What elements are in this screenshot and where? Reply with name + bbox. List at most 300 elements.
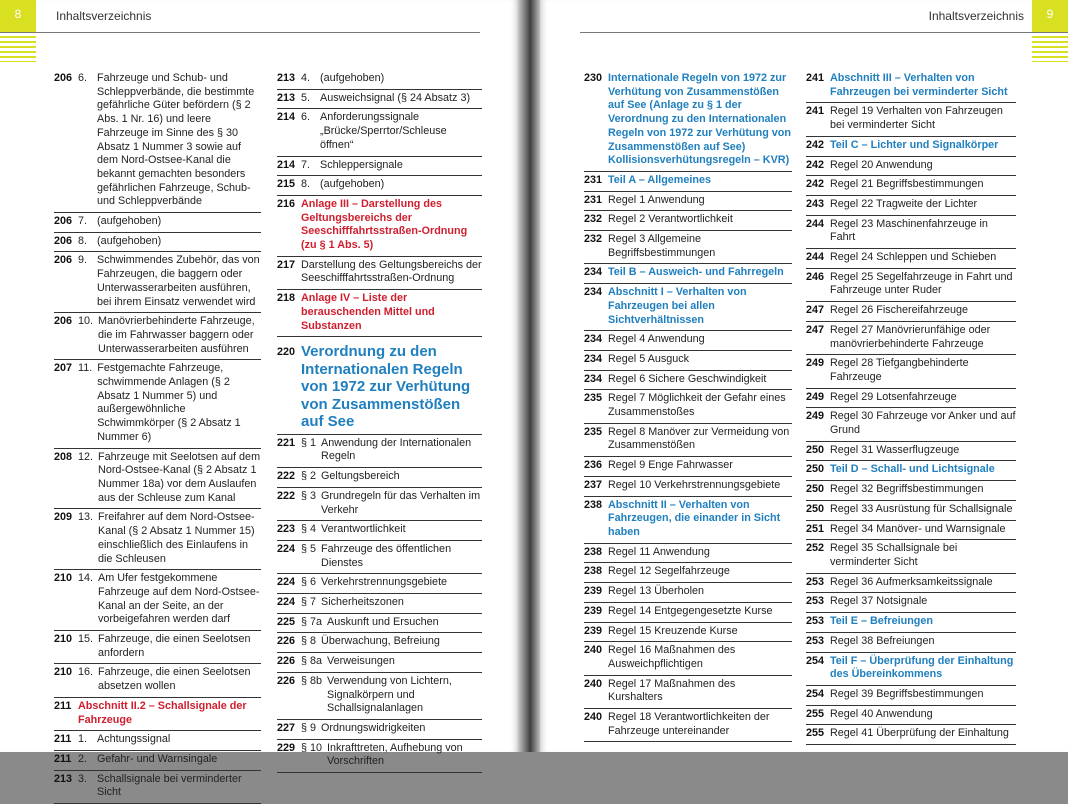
toc-entry (806, 574, 1016, 594)
toc-entry-text: (aufgehoben) (320, 72, 385, 84)
toc-page-number: 211 (54, 733, 72, 746)
toc-entry (277, 257, 482, 290)
toc-entry-text: Abschnitt II – Verhalten von Fahrzeugen, die einander in Sicht haben (608, 498, 781, 538)
toc-entry (806, 176, 1016, 196)
toc-page-number: 250 (806, 502, 825, 515)
toc-entry-label: 14. (78, 572, 94, 585)
toc-page-number: 225 (277, 615, 296, 628)
toc-entry-label: § 6 (301, 576, 317, 589)
toc-entry-text: Regel 18 Verantwortlichkeiten der Fahrzeuge untereinander (608, 711, 770, 737)
toc-entry-label: 7. (301, 158, 311, 171)
toc-page-number: 213 (54, 772, 73, 785)
toc-page-number: 249 (806, 410, 825, 423)
toc-entry (806, 322, 1016, 355)
toc-entry (806, 442, 1016, 462)
toc-entry (277, 337, 482, 435)
toc-page-number: 214 (277, 111, 296, 124)
toc-entry-text: Internationale Regeln von 1972 zur Verhütung von Zusammenstößen auf See (Anlage zu § 1 der Verordnung zu den Internationalen Regeln von 1972 zur Verhütung von Zusammenstößen auf See) Kollisionsverhütungsregeln – KVR) (608, 72, 791, 167)
toc-entry-text: Inkrafttreten, Aufhebung von Vorschriften (327, 741, 463, 768)
toc-entry-label: 10. (78, 315, 94, 328)
toc-page-number: 247 (806, 304, 825, 317)
toc-entry-label: § 7 (301, 596, 317, 609)
toc-entry-text: Fahrzeuge, die einen Seelotsen anfordern (98, 633, 251, 659)
toc-entry-text: Abschnitt III – Verhalten von Fahrzeugen bei verminderter Sicht (830, 72, 1008, 98)
toc-entry-text: Verweisungen (327, 655, 395, 668)
toc-page-number: 234 (584, 352, 603, 365)
toc-entry (277, 521, 482, 541)
toc-entry-text: Regel 15 Kreuzende Kurse (608, 624, 738, 637)
toc-entry-text: Regel 5 Ausguck (608, 352, 690, 365)
toc-entry (806, 302, 1016, 322)
toc-entry-text: Regel 25 Segelfahrzeuge in Fahrt und Fahrzeuge unter Ruder (830, 270, 1013, 297)
toc-entry (806, 355, 1016, 388)
toc-entry (806, 249, 1016, 269)
toc-entry-text: Verantwortlichkeit (321, 523, 406, 536)
toc-entry-text: Regel 16 Maßnahmen des Ausweichpflichtigen (608, 644, 736, 670)
toc-entry-text: Regel 6 Sichere Geschwindigkeit (608, 372, 767, 385)
toc-entry-label: 1. (78, 733, 88, 746)
toc-page-number: 253 (806, 595, 825, 608)
toc-entry-label: 8. (78, 234, 88, 247)
toc-entry-text: Regel 28 Tiefgangbehinderte Fahrzeuge (830, 357, 969, 383)
toc-entry-text: Auskunft und Ersuchen (327, 615, 439, 628)
toc-entry (806, 137, 1016, 157)
toc-page-number: 235 (584, 425, 603, 438)
toc-page-number: 253 (806, 634, 825, 647)
toc-page-number: 210 (54, 572, 73, 585)
toc-page-number: 243 (806, 197, 825, 210)
toc-page-number: 242 (806, 178, 825, 191)
toc-page-number: 240 (584, 677, 603, 690)
toc-entry (54, 449, 261, 510)
toc-entry (54, 313, 261, 360)
toc-page-number: 239 (584, 604, 603, 617)
toc-column (806, 70, 1016, 745)
toc-entry (54, 233, 261, 253)
toc-entry (54, 698, 261, 731)
toc-entry (277, 196, 482, 257)
toc-page-number: 213 (277, 72, 296, 84)
toc-entry-text: Regel 8 Manöver zur Vermeidung von Zusammenstößen (608, 425, 790, 452)
toc-page-number: 224 (277, 542, 296, 555)
toc-entry (806, 593, 1016, 613)
toc-page-number: 218 (277, 292, 296, 305)
toc-entry-text: Teil E – Befreiungen (830, 615, 933, 628)
toc-entry (277, 574, 482, 594)
left-page (0, 0, 518, 799)
toc-entry (277, 488, 482, 521)
toc-entry-text: Verordnung zu den Internationalen Regeln von 1972 zur Verhütung von Zusammenstößen auf See (301, 343, 471, 431)
toc-entry-text: (aufgehoben) (97, 234, 162, 247)
toc-page-number: 224 (277, 576, 296, 589)
toc-page-number: 235 (584, 392, 603, 405)
toc-page-number: 206 (54, 234, 73, 247)
toc-entry (277, 740, 482, 773)
toc-page-number: 238 (584, 565, 603, 578)
toc-page-number: 229 (277, 741, 296, 754)
toc-entry (584, 70, 792, 172)
toc-page-number: 250 (806, 483, 825, 496)
toc-page-number: 234 (584, 266, 603, 279)
toc-entry (277, 176, 482, 196)
toc-entry-label: § 10 (301, 741, 323, 754)
toc-entry (584, 231, 792, 264)
toc-entry (277, 435, 482, 468)
toc-entry (584, 709, 792, 742)
toc-page-number: 224 (277, 596, 296, 609)
toc-entry-text: Verwendung von Lichtern, Signalkörpern und Schallsignalanlagen (327, 674, 452, 715)
toc-entry (806, 521, 1016, 541)
toc-entry (277, 157, 482, 177)
toc-entry (54, 70, 261, 213)
toc-entry (277, 290, 482, 337)
toc-page-number: 249 (806, 390, 825, 403)
toc-page-number: 226 (277, 655, 296, 668)
toc-entry-text: Regel 27 Manövrierunfähige oder manövrierbehinderte Fahrzeuge (830, 323, 991, 350)
toc-page-number: 223 (277, 523, 296, 536)
right-page (540, 0, 1068, 752)
toc-entry (584, 331, 792, 351)
toc-page-number: 226 (277, 674, 296, 687)
toc-entry-text: Teil F – Überprüfung der Einhaltung des Übereinkommens (830, 654, 1014, 681)
toc-page-number: 250 (806, 463, 825, 476)
toc-entry (584, 583, 792, 603)
toc-entry-text: Regel 21 Begriffsbestimmungen (830, 178, 984, 191)
toc-entry-text: Regel 11 Anwendung (608, 545, 710, 558)
toc-entry-text: Am Ufer festgekommene Fahrzeuge auf dem Nord-Ostsee-Kanal an der Seite, an der vorbeigefahren werden darf (98, 572, 260, 626)
toc-entry (806, 706, 1016, 726)
toc-entry-label: 11. (78, 362, 93, 375)
toc-page-number: 242 (806, 158, 825, 171)
toc-entry-text: Fahrzeuge mit Seelotsen auf dem Nord-Ostsee-Kanal (§ 2 Absatz 1 Nummer 18a) vor dem Auslaufen aus der Schleuse zum Kanal (98, 450, 261, 504)
toc-entry-text: Fahrzeuge und Schub- und Schleppverbände, die bestimmte gefährliche Güter befördern (§ 2 Abs. 1 Nr. 16) und leere Fahrzeuge im Sinne des § 30 Absatz 1 Nummer 3 sowie auf dem Nord-Ostsee-Kanal die bekannt gemachten besonders gefährlichen Fahrzeuge, Schub- und Schleppverbände (97, 72, 255, 208)
toc-entry-label: 4. (301, 72, 311, 84)
toc-entry (806, 613, 1016, 633)
toc-page-number: 234 (584, 286, 603, 299)
toc-page-number: 234 (584, 372, 603, 385)
toc-entry-text: Regel 2 Verantwortlichkeit (608, 213, 733, 226)
toc-entry-text: Regel 37 Notsignale (830, 595, 928, 608)
toc-page-number: 214 (277, 158, 296, 171)
toc-entry (806, 540, 1016, 573)
toc-entry-text: Abschnitt I – Verhalten von Fahrzeugen bei allen Sichtverhältnissen (608, 286, 747, 326)
toc-page-number: 213 (277, 91, 296, 104)
toc-entry (584, 351, 792, 371)
toc-entry-text: Überwachung, Befreiung (321, 635, 440, 648)
book-gutter (518, 0, 540, 752)
toc-entry-text: Abschnitt II.2 – Schallsignale der Fahrzeuge (78, 699, 247, 726)
toc-page-number: 222 (277, 470, 296, 483)
toc-entry-text: Manövrierbehinderte Fahrzeuge, die im Fahrwasser baggern oder Unterwasserarbeiten ausführen (98, 315, 255, 355)
toc-entry (806, 481, 1016, 501)
toc-entry (54, 509, 261, 570)
accent-stripes (1032, 36, 1068, 62)
toc-entry-text: Regel 10 Verkehrstrennungsgebiete (608, 478, 781, 491)
toc-page-number: 231 (584, 193, 603, 206)
toc-entry-text: Regel 9 Enge Fahrwasser (608, 459, 733, 472)
toc-entry-label: 7. (78, 215, 88, 228)
toc-entry-text: Geltungsbereich (321, 470, 400, 483)
toc-page-number: 210 (54, 666, 73, 679)
toc-page-number: 247 (806, 323, 825, 336)
toc-entry-label: § 3 (301, 489, 317, 502)
toc-page-number: 232 (584, 233, 603, 246)
toc-column (584, 70, 792, 742)
toc-entry-text: Regel 17 Maßnahmen des Kurshalters (608, 677, 736, 704)
toc-page-number: 208 (54, 450, 73, 463)
toc-page-number: 237 (584, 478, 603, 491)
toc-entry (277, 653, 482, 673)
toc-entry-text: Sicherheitszonen (321, 596, 404, 609)
toc-entry-text: Regel 12 Segelfahrzeuge (608, 565, 730, 578)
toc-entry (584, 563, 792, 583)
toc-entry (584, 424, 792, 457)
toc-entry-text: Regel 14 Entgegengesetzte Kurse (608, 604, 773, 617)
toc-entry-text: Anlage IV – Liste der berauschenden Mittel und Substanzen (301, 292, 435, 332)
toc-entry-label: § 7a (301, 615, 323, 628)
toc-entry-text: Regel 38 Befreiungen (830, 634, 935, 647)
toc-entry-text: Regel 39 Begriffsbestimmungen (830, 687, 984, 700)
toc-entry-text: Regel 1 Anwendung (608, 193, 705, 206)
toc-entry (806, 103, 1016, 136)
toc-entry-text: Regel 32 Begriffsbestimmungen (830, 483, 984, 496)
page-header (0, 0, 480, 33)
toc-entry-text: (aufgehoben) (97, 215, 162, 228)
toc-entry (584, 642, 792, 675)
toc-entry-text: Ordnungswidrigkeiten (321, 722, 426, 734)
toc-entry (806, 70, 1016, 103)
toc-entry-text: Regel 22 Tragweite der Lichter (830, 197, 978, 210)
toc-entry-text: Schallsignale bei verminderter Sicht (97, 772, 242, 799)
toc-entry (54, 360, 261, 448)
toc-entry (584, 603, 792, 623)
toc-page-number: 210 (54, 633, 73, 646)
accent-stripes (0, 36, 36, 62)
toc-entry-label: 6. (301, 111, 311, 124)
toc-column (54, 70, 261, 804)
toc-entry-text: Verkehrstrennungsgebiete (321, 576, 448, 589)
toc-entry-text: Regel 7 Möglichkeit der Gefahr eines Zusammenstoßes (608, 392, 786, 419)
toc-entry-text: Regel 40 Anwendung (830, 707, 933, 720)
toc-page-number: 244 (806, 217, 825, 230)
toc-page-number: 239 (584, 624, 603, 637)
toc-page-number: 207 (54, 362, 73, 375)
toc-entry-label: 3. (78, 772, 88, 785)
toc-entry (806, 389, 1016, 409)
toc-entry-text: Anlage III – Darstellung des Geltungsbereichs der Seeschifffahrtsstraßen-Ordnung (zu § 1 Abs. 5) (301, 197, 468, 252)
toc-entry-text: Regel 33 Ausrüstung für Schallsignale (830, 502, 1013, 515)
toc-entry (584, 211, 792, 231)
toc-page-number: 241 (806, 72, 825, 84)
toc-entry-text: Ausweichsignal (§ 24 Absatz 3) (320, 91, 471, 104)
toc-entry-text: Teil A – Allgemeines (608, 173, 712, 186)
toc-entry-text: Regel 13 Überholen (608, 585, 705, 598)
toc-entry (584, 623, 792, 643)
toc-entry-text: Darstellung des Geltungsbereichs der Seeschifffahrtsstraßen-Ordnung (301, 258, 482, 285)
toc-entry (584, 371, 792, 391)
toc-entry (806, 501, 1016, 521)
toc-entry-text: Regel 31 Wasserflugzeuge (830, 443, 960, 456)
toc-entry-label: 2. (78, 752, 88, 765)
toc-page-number: 230 (584, 72, 603, 84)
toc-page-number: 254 (806, 654, 825, 667)
toc-entry-label: 15. (78, 633, 94, 646)
toc-page-number: 209 (54, 511, 73, 524)
toc-entry-label: 16. (78, 666, 94, 679)
toc-page-number: 215 (277, 178, 296, 191)
toc-entry (54, 213, 261, 233)
toc-entry-text: Teil D – Schall- und Lichtsignale (830, 463, 995, 476)
toc-entry-label: § 9 (301, 722, 317, 734)
toc-entry-text: Freifahrer auf dem Nord-Ostsee-Kanal (§ 2 Absatz 1 Nummer 15) einschließlich des Einlaufens in die Schleusen (98, 511, 255, 565)
toc-page-number: 244 (806, 251, 825, 264)
toc-entry-label: 8. (301, 178, 311, 191)
toc-entry (277, 70, 482, 90)
toc-entry (277, 541, 482, 574)
toc-entry (806, 686, 1016, 706)
toc-entry (806, 725, 1016, 745)
toc-page-number: 234 (584, 333, 603, 346)
toc-entry (54, 751, 261, 771)
toc-entry (277, 633, 482, 653)
toc-page-number: 238 (584, 498, 603, 511)
toc-entry-label: 9. (78, 254, 88, 267)
toc-page-number: 232 (584, 213, 603, 226)
toc-entry (584, 544, 792, 564)
toc-page-number: 254 (806, 687, 825, 700)
toc-page-number: 236 (584, 459, 603, 472)
toc-page-number: 251 (806, 522, 825, 535)
toc-page-number: 238 (584, 545, 603, 558)
toc-page-number: 242 (806, 138, 825, 151)
toc-page-number: 206 (54, 72, 73, 84)
toc-entry-text: Regel 41 Überprüfung der Einhaltung (830, 727, 1009, 740)
toc-entry (277, 720, 482, 740)
toc-entry (277, 109, 482, 156)
toc-entry (584, 457, 792, 477)
toc-entry (584, 497, 792, 544)
toc-entry-text: Regel 4 Anwendung (608, 333, 705, 346)
toc-page-number: 226 (277, 635, 296, 648)
toc-page-number: 211 (54, 752, 72, 765)
toc-entry (806, 157, 1016, 177)
toc-entry (54, 631, 261, 664)
toc-entry-label: 12. (78, 450, 94, 463)
toc-entry (277, 468, 482, 488)
page-number: 8 (0, 0, 36, 32)
toc-entry-text: Regel 29 Lotsenfahrzeuge (830, 390, 957, 403)
toc-page-number: 253 (806, 615, 825, 628)
toc-entry (584, 477, 792, 497)
toc-entry (806, 653, 1016, 686)
toc-entry-text: Regel 35 Schallsignale bei verminderter Sicht (830, 542, 958, 568)
toc-entry-text: Regel 34 Manöver- und Warnsignale (830, 522, 1006, 535)
toc-entry (54, 771, 261, 804)
toc-entry-label: § 4 (301, 523, 317, 536)
toc-page-number: 246 (806, 270, 825, 283)
toc-entry (277, 673, 482, 720)
running-title: Inhaltsverzeichnis (928, 9, 1024, 23)
toc-page-number: 241 (806, 105, 825, 118)
toc-page-number: 221 (277, 436, 296, 449)
toc-entry-text: Teil C – Lichter und Signalkörper (830, 138, 999, 151)
toc-entry (277, 594, 482, 614)
toc-entry-label: § 8a (301, 655, 323, 668)
toc-entry-text: Schwimmendes Zubehör, das von Fahrzeugen, die baggern oder Unterwasserarbeiten ausführen, bei ihrem Einsatz verwendet wird (97, 254, 260, 308)
toc-entry-label: § 8 (301, 635, 317, 648)
toc-entry (806, 269, 1016, 302)
toc-entry-text: Anwendung der Internationalen Regeln (321, 436, 472, 463)
toc-entry-text: Achtungssignal (97, 733, 171, 746)
toc-page-number: 240 (584, 711, 603, 724)
toc-entry-text: Teil B – Ausweich- und Fahrregeln (608, 266, 784, 279)
toc-page-number: 231 (584, 173, 603, 186)
toc-page-number: 220 (277, 346, 296, 359)
toc-entry-text: Anforderungssignale „Brücke/Sperrtor/Schleuse öffnen“ (320, 111, 447, 151)
toc-page-number: 253 (806, 575, 825, 588)
toc-entry (584, 676, 792, 709)
toc-entry-text: Festgemachte Fahrzeuge, schwimmende Anlagen (§ 2 Absatz 1 Nummer 5) und außergewöhnliche Schwimmkörper (§ 2 Absatz 1 Nummer 6) (97, 362, 241, 443)
toc-page-number: 255 (806, 707, 825, 720)
toc-page-number: 216 (277, 197, 296, 210)
toc-entry (54, 252, 261, 313)
toc-page-number: 222 (277, 489, 296, 502)
toc-page-number: 206 (54, 254, 73, 267)
toc-entry-text: Regel 23 Maschinenfahrzeuge in Fahrt (830, 217, 988, 244)
toc-page-number: 206 (54, 215, 73, 228)
toc-entry (806, 196, 1016, 216)
toc-page-number: 252 (806, 542, 825, 555)
toc-entry (584, 390, 792, 423)
toc-entry-text: Regel 19 Verhalten von Fahrzeugen bei verminderter Sicht (830, 105, 1003, 132)
page-header (580, 0, 1068, 33)
toc-page-number: 206 (54, 315, 73, 328)
toc-entry (54, 570, 261, 631)
toc-entry-label: § 5 (301, 542, 317, 555)
toc-entry-label: § 8b (301, 674, 323, 687)
toc-entry (54, 664, 261, 697)
toc-page-number: 255 (806, 727, 825, 740)
toc-page-number: 250 (806, 443, 825, 456)
toc-entry-text: (aufgehoben) (320, 178, 385, 191)
toc-entry-text: Regel 26 Fischereifahrzeuge (830, 304, 969, 317)
toc-page-number: 240 (584, 644, 603, 657)
toc-entry-label: 13. (78, 511, 94, 524)
toc-entry-text: Regel 20 Anwendung (830, 158, 933, 171)
toc-column (277, 70, 482, 773)
toc-entry-text: Regel 3 Allgemeine Begriffsbestimmungen (608, 233, 716, 259)
toc-entry (584, 192, 792, 212)
toc-entry-text: Grundregeln für das Verhalten im Verkehr (321, 489, 481, 516)
toc-entry (584, 284, 792, 331)
toc-entry-text: Regel 30 Fahrzeuge vor Anker und auf Grund (830, 410, 1016, 437)
toc-entry-label: § 1 (301, 436, 317, 449)
toc-entry-text: Fahrzeuge des öffentlichen Dienstes (321, 542, 452, 569)
toc-entry-label: 6. (78, 72, 88, 84)
toc-entry-text: Gefahr- und Warnsingale (97, 752, 218, 765)
toc-page-number: 227 (277, 722, 296, 734)
toc-entry (806, 633, 1016, 653)
toc-entry (54, 731, 261, 751)
toc-entry-text: Schleppersignale (320, 158, 403, 171)
toc-entry (806, 408, 1016, 441)
page-number: 9 (1032, 0, 1068, 32)
toc-page-number: 211 (54, 699, 72, 712)
toc-entry-label: § 2 (301, 470, 317, 483)
toc-entry-text: Regel 36 Aufmerksamkeitssignale (830, 575, 993, 588)
toc-entry (806, 216, 1016, 249)
toc-entry (806, 461, 1016, 481)
